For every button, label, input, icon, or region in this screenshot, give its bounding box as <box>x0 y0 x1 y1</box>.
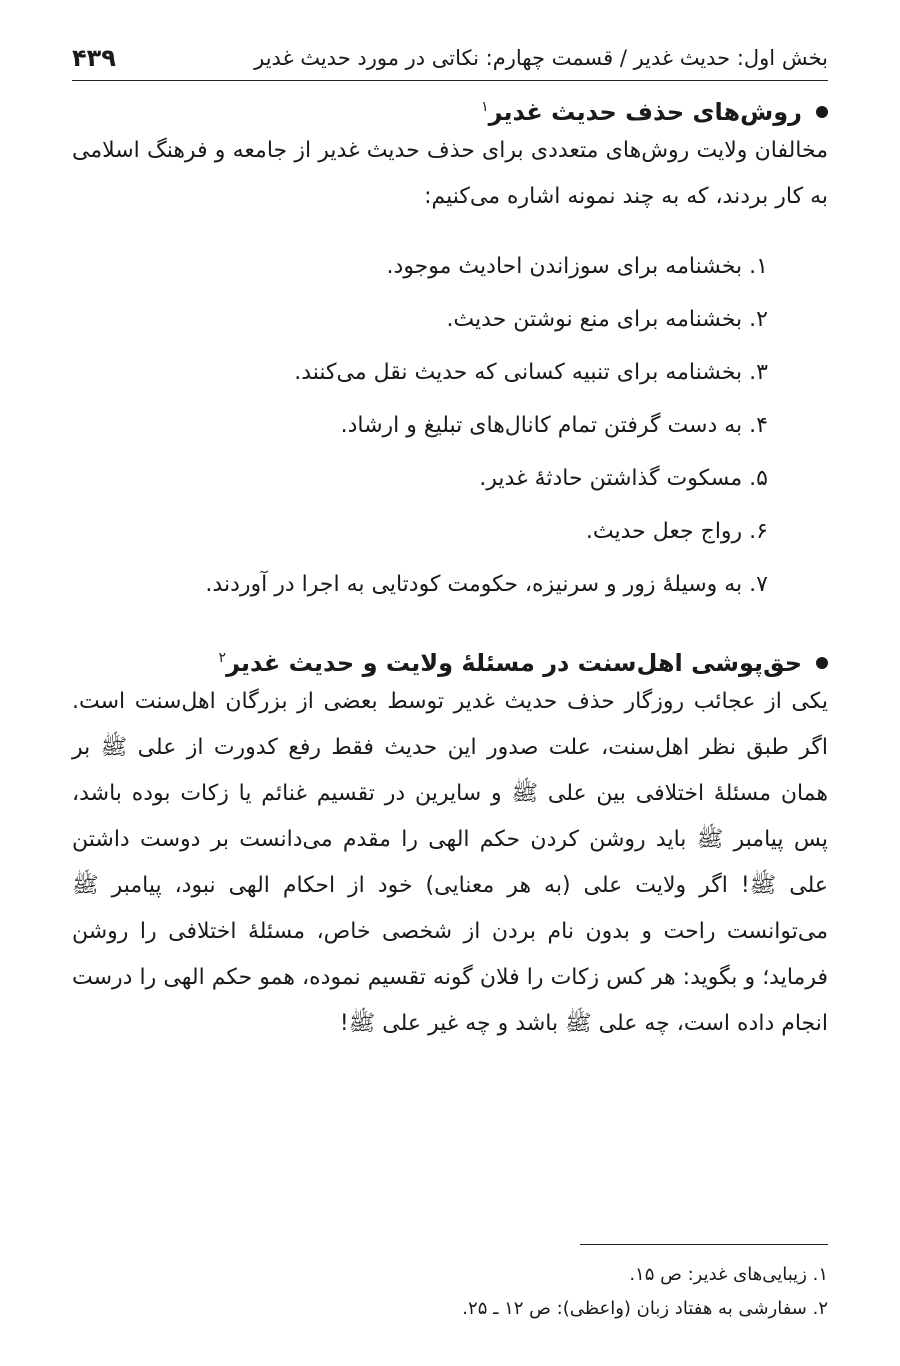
list-item: ۶. رواج جعل حدیث. <box>585 519 768 544</box>
footnote-ref: ۲ <box>218 650 227 666</box>
bullet-icon <box>816 657 828 669</box>
running-header <box>72 36 828 81</box>
footnote-2: ۲. سفارشی به هفتاد زبان (واعظی): ص ۱۲ ـ ۲۵. <box>462 1298 828 1319</box>
intro-paragraph: مخالفان ولایت روش‌های متعددی برای حذف حدیث غدیر از جامعه و فرهنگ اسلامی به کار بردند، که به چند نمونه اشاره می‌کنیم: <box>72 138 828 209</box>
list-item: ۷. به وسیلهٔ زور و سرنیزه، حکومت کودتایی به اجرا در آوردند. <box>205 572 768 597</box>
heading-text: روش‌های حذف حدیث غدیر <box>488 98 802 126</box>
list-item: ۵. مسکوت گذاشتن حادثهٔ غدیر. <box>479 466 768 491</box>
list-item: ۱. بخشنامه برای سوزاندن احادیث موجود. <box>386 254 768 279</box>
bullet-icon <box>816 106 828 118</box>
footnotes <box>72 1258 828 1326</box>
page-body <box>72 98 828 1047</box>
heading-text: حق‌پوشی اهل‌سنت در مسئلهٔ ولایت و حدیث غدیر <box>226 649 802 677</box>
footnote-1: ۱. زیبایی‌های غدیر: ص ۱۵. <box>629 1264 828 1285</box>
list-item: ۳. بخشنامه برای تنبیه کسانی که حدیث نقل می‌کنند. <box>294 360 768 385</box>
list-item: ۴. به دست گرفتن تمام کانال‌های تبلیغ و ارشاد. <box>340 413 768 438</box>
running-title: بخش اول: حدیث غدیر / قسمت چهارم: نکاتی در مورد حدیث غدیر <box>254 46 828 70</box>
footnote-ref: ۱ <box>481 99 489 115</box>
page-number: ۴۳۹ <box>72 44 116 72</box>
methods-list <box>72 240 768 611</box>
body-paragraph: یکی از عجائب روزگار حذف حدیث غدیر توسط بعضی از بزرگان اهل‌سنت است. اگر طبق نظر اهل‌سنت، علت صدور این حدیث فقط رفع کدورت از علی ﷺ بر همان مسئلهٔ اختلافی بین علی ﷺ و سایرین در تقسیم غنائم یا زکات بوده باشد، پس پیامبر ﷺ باید روشن کردن حکم الهی را مقدم می‌دانست بر دوست داشتن علی ﷺ! اگر ولایت علی (به هر معنایی) خود از احکام الهی نبود، پیامبر ﷺ می‌توانست راحت و بدون نام بردن از شخصی خاص، مسئلهٔ اختلافی را روشن فرماید؛ و بگوید: هر کس زکات را فلان گونه تقسیم نموده، همو حکم الهی را درست انجام داده است، چه علی ﷺ باشد و چه غیر علی ﷺ! <box>72 689 828 1036</box>
section-heading-sunni-concealment <box>72 649 828 677</box>
footnote-divider <box>580 1244 828 1245</box>
section-heading-deletion-methods <box>72 98 828 126</box>
list-item: ۲. بخشنامه برای منع نوشتن حدیث. <box>446 307 768 332</box>
